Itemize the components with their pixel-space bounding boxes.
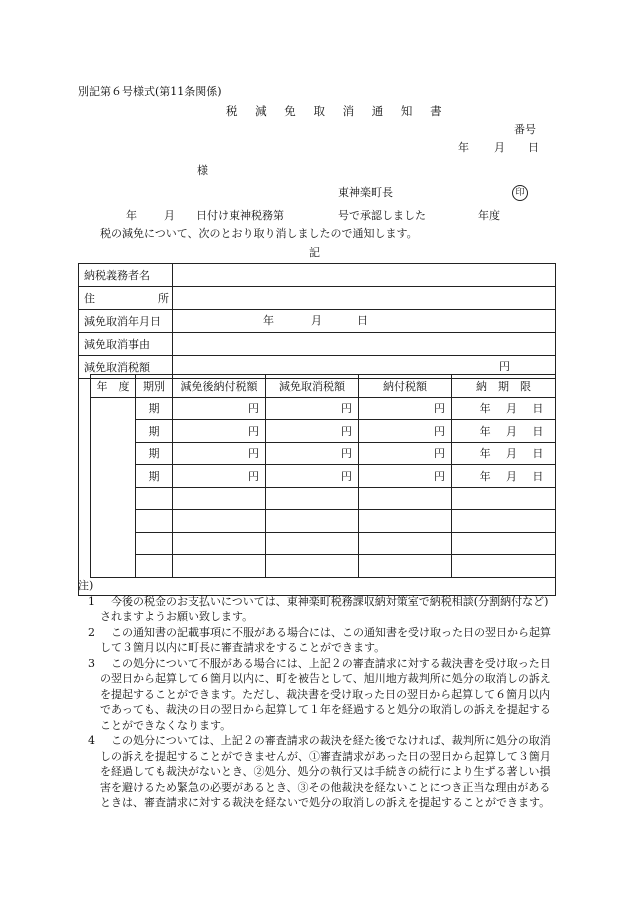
- address-label: 住 所: [79, 287, 173, 310]
- date-day: 日: [528, 141, 539, 154]
- table-row: 期 円 円 円 年 月 日: [91, 442, 556, 465]
- date-year: 年: [458, 141, 469, 154]
- taxpayer-label: 納税義務者名: [79, 264, 173, 287]
- issuer-name: 東神楽町長: [338, 186, 393, 199]
- reason-label: 減免取消事由: [79, 333, 173, 356]
- installment-header: 年 度 期別 減免後納付税額 減免取消税額 納付税額 納 期 限: [91, 375, 556, 398]
- date-month: 月: [494, 141, 505, 154]
- amount-value: 円: [173, 356, 556, 379]
- installment-table: [90, 374, 556, 578]
- table-row: 期 円 円 円 年 月 日: [91, 420, 556, 443]
- form-label: 別記第６号様式(第11条関係): [78, 85, 222, 98]
- cancel-date-value: 年 月 日: [173, 310, 556, 333]
- reason-value: [173, 333, 556, 356]
- taxpayer-value: [173, 264, 556, 287]
- notes-section: [78, 578, 558, 811]
- intro-line2: 税の減免について、次のとおり取り消しましたので通知します。: [100, 227, 418, 240]
- document-title: 税 減 免 取 消 通 知 書: [226, 104, 449, 118]
- table-row: [91, 532, 556, 555]
- intro-number-phrase: 号で承認しました: [338, 209, 426, 222]
- table-row: 期 円 円 円 年 月 日: [91, 397, 556, 420]
- ki-label: 記: [309, 246, 320, 259]
- table-row: 期 円 円 円 年 月 日: [91, 465, 556, 488]
- intro-month: 月: [164, 209, 175, 222]
- notes-label: 注): [78, 579, 94, 592]
- cancel-date-label: 減免取消年月日: [79, 310, 173, 333]
- intro-fiscal-year: 年度: [478, 209, 500, 222]
- intro-day-phrase: 日付け東神税務第: [196, 209, 284, 222]
- table-row: [91, 487, 556, 510]
- number-label: 番号: [514, 123, 536, 136]
- note-item: 4 この処分については、上記２の審査請求の裁決を経た後でなければ、裁判所に処分の取消しの訴えを提起することができませんが、①審査請求があった日の翌日から起算して３箇月を経過しても裁決がないとき、②処分、処分の執行又は手続きの続行により生ずる著しい損害を避けるため緊急の必要があるとき、③その他裁決を経ないことにつき正当な理由があるときは、審査請求に対する裁決を経ないで処分の取消しの訴えを提起することができます。: [88, 734, 551, 809]
- table-row: [91, 510, 556, 533]
- note-item: 1 今後の税金のお支払いについては、東神楽町税務課収納対策室で納税相談(分割納付など)されますようお願い致します。: [88, 594, 549, 623]
- table-row: [91, 555, 556, 578]
- addressee-suffix: 様: [197, 164, 208, 177]
- intro-year: 年: [126, 209, 137, 222]
- note-item: 2 この通知書の記載事項に不服がある場合には、この通知書を受け取った日の翌日から起算して３箇月以内に町長に審査請求をすることができます。: [88, 625, 551, 654]
- note-item: 3 この処分について不服がある場合には、上記２の審査請求に対する裁決書を受け取った日の翌日から起算して６箇月以内に、町を被告として、旭川地方裁判所に処分の取消しの訴えを提起することができます。ただし、裁決書を受け取った日の翌日から起算して６箇月以内であっても、裁決の日の翌日から起算して１年を経過すると処分の取消しの訴えを提起することができなくなります。: [88, 656, 551, 732]
- seal-icon: 印: [512, 185, 528, 201]
- address-value: [173, 287, 556, 310]
- amount-label: 減免取消税額: [79, 356, 173, 379]
